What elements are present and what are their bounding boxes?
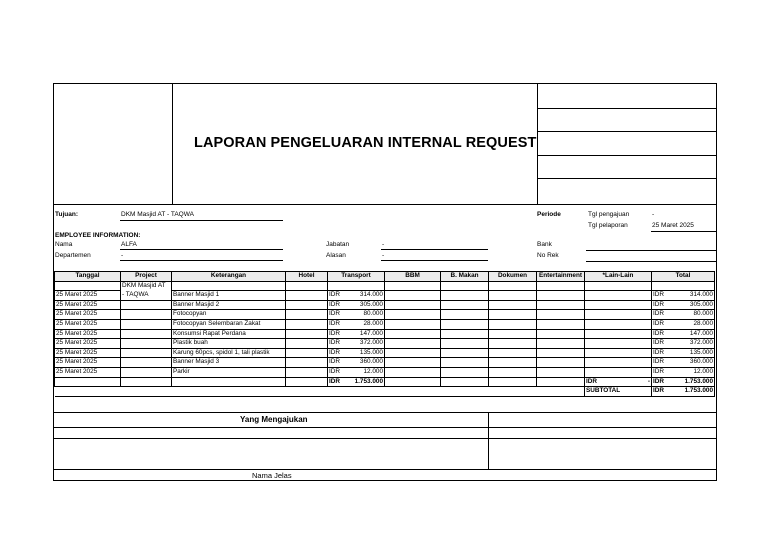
col-header: Project — [121, 272, 172, 282]
tujuan-underline — [120, 220, 283, 221]
empty-cell — [441, 339, 489, 349]
total-cell — [652, 329, 715, 339]
nama-underline — [120, 249, 283, 250]
jabatan-label: Jabatan — [326, 241, 350, 248]
empty-cell — [55, 387, 585, 397]
empty-cell — [585, 339, 652, 349]
nama-value: ALFA — [121, 241, 137, 248]
currency-label: IDR — [329, 329, 341, 337]
total-amount: 147.000 — [689, 329, 713, 337]
table-row — [55, 348, 715, 358]
currency-label: IDR — [329, 339, 341, 347]
currency-label: IDR — [653, 339, 665, 347]
tujuan-label: Tujuan: — [55, 211, 78, 218]
empty-cell — [489, 310, 537, 320]
transport-cell — [328, 329, 385, 339]
departemen-underline — [120, 260, 283, 261]
total-amount: 80.000 — [693, 310, 713, 318]
tgl-pelaporan-value: 25 Maret 2025 — [652, 222, 694, 229]
empty-cell — [489, 348, 537, 358]
currency-label: IDR — [329, 310, 341, 318]
sum-lain-amount: - — [647, 377, 650, 385]
departemen-label: Departemen — [55, 252, 91, 259]
transport-amount: 135.000 — [359, 348, 383, 356]
total-cell — [652, 319, 715, 329]
total-amount: 305.000 — [689, 300, 713, 308]
tanggal-cell: 25 Maret 2025 — [55, 319, 121, 329]
table-row — [55, 358, 715, 368]
header-right-line-2 — [537, 131, 716, 132]
keterangan-cell: Banner Masjid 2 — [172, 300, 286, 310]
empty-cell — [172, 377, 286, 387]
subtotal-amount: 1.753.000 — [684, 387, 713, 395]
tgl-pengajuan-value: - — [652, 211, 655, 218]
empty-cell — [537, 291, 585, 301]
norek-underline — [586, 261, 716, 262]
transport-cell — [328, 358, 385, 368]
project-cell — [121, 329, 172, 339]
header-right-line-3 — [537, 155, 716, 156]
empty-cell — [489, 300, 537, 310]
empty-cell — [537, 367, 585, 377]
tanggal-cell: 25 Maret 2025 — [55, 348, 121, 358]
nama-label: Nama — [55, 241, 73, 248]
currency-label: IDR — [653, 358, 665, 366]
empty-cell — [385, 310, 441, 320]
project-cell-top: DKM Masjid AT — [121, 281, 172, 291]
empty-cell — [441, 367, 489, 377]
col-header: BBM — [385, 272, 441, 282]
empty-cell — [585, 300, 652, 310]
total-cell — [652, 348, 715, 358]
empty-cell — [385, 291, 441, 301]
col-header: Entertainment — [537, 272, 585, 282]
alasan-value: - — [382, 252, 385, 259]
alasan-underline — [381, 260, 488, 261]
empty-cell — [441, 300, 489, 310]
currency-label: IDR — [653, 348, 665, 356]
empty-cell — [585, 291, 652, 301]
project-cell — [121, 367, 172, 377]
transport-cell — [328, 300, 385, 310]
empty-cell — [55, 377, 121, 387]
transport-cell — [328, 339, 385, 349]
currency-label: IDR — [653, 310, 665, 318]
total-amount: 360.000 — [689, 358, 713, 366]
project-cell — [121, 310, 172, 320]
empty-cell — [441, 348, 489, 358]
signature-line-2 — [54, 427, 716, 428]
empty-cell — [385, 319, 441, 329]
keterangan-cell: Banner Masjid 3 — [172, 358, 286, 368]
empty-cell — [537, 339, 585, 349]
empty-cell — [121, 377, 172, 387]
header-right-line-4 — [537, 178, 716, 179]
empty-cell — [537, 377, 585, 387]
currency-label: IDR — [329, 300, 341, 308]
tanggal-cell: 25 Maret 2025 — [55, 300, 121, 310]
hotel-cell — [286, 300, 328, 310]
subtotal-row — [55, 387, 715, 397]
project-cell — [121, 319, 172, 329]
total-amount: 12.000 — [693, 367, 713, 375]
header-divider-left — [172, 84, 173, 204]
hotel-cell — [286, 339, 328, 349]
sum-transport-amount: 1.753.000 — [354, 377, 383, 385]
empty-cell — [537, 348, 585, 358]
col-header: *Lain-Lain — [585, 272, 652, 282]
header-right-line-1 — [537, 108, 716, 109]
tanggal-cell: 25 Maret 2025 — [55, 291, 121, 301]
subtotal-label: SUBTOTAL — [585, 387, 652, 397]
empty-cell — [585, 358, 652, 368]
empty-cell — [385, 367, 441, 377]
transport-amount: 12.000 — [363, 367, 383, 375]
sum-transport-cell — [328, 377, 385, 387]
transport-cell — [328, 367, 385, 377]
tgl-pelaporan-underline — [651, 231, 716, 232]
total-cell — [652, 300, 715, 310]
keterangan-cell: Konsumsi Rapat Perdana — [172, 329, 286, 339]
empty-cell — [441, 329, 489, 339]
empty-cell — [385, 358, 441, 368]
empty-cell — [385, 300, 441, 310]
empty-cell — [537, 300, 585, 310]
currency-label: IDR — [329, 291, 341, 299]
total-amount: 135.000 — [689, 348, 713, 356]
sum-total-cell — [652, 377, 715, 387]
header-bottom-line — [54, 204, 716, 205]
keterangan-cell: Plastik buah — [172, 339, 286, 349]
col-header: Tanggal — [55, 272, 121, 282]
total-amount: 372.000 — [689, 339, 713, 347]
transport-amount: 372.000 — [359, 339, 383, 347]
col-header: Keterangan — [172, 272, 286, 282]
signature-top-line — [54, 412, 716, 413]
keterangan-cell: Karung 60pcs, spidol 1, tali plastik — [172, 348, 286, 358]
currency-label: IDR — [653, 367, 665, 375]
empty-cell — [489, 367, 537, 377]
tgl-pengajuan-label: Tgl pengajuan — [588, 211, 630, 218]
empty-cell — [441, 310, 489, 320]
hotel-cell — [286, 310, 328, 320]
currency-label: IDR — [653, 329, 665, 337]
hotel-cell — [286, 319, 328, 329]
transport-cell — [328, 348, 385, 358]
empty-cell — [385, 329, 441, 339]
table-row — [55, 291, 715, 301]
transport-cell — [328, 319, 385, 329]
empty-cell — [489, 377, 537, 387]
empty-cell — [385, 348, 441, 358]
empty-cell — [489, 329, 537, 339]
table-row — [55, 319, 715, 329]
col-header: Hotel — [286, 272, 328, 282]
tanggal-cell: 25 Maret 2025 — [55, 339, 121, 349]
yang-mengajukan-label: Yang Mengajukan — [240, 415, 308, 424]
col-header: Total — [652, 272, 715, 282]
empty-cell — [489, 291, 537, 301]
tanggal-cell: 25 Maret 2025 — [55, 310, 121, 320]
col-header: B. Makan — [441, 272, 489, 282]
total-amount: 28.000 — [693, 319, 713, 327]
header-divider-right — [537, 84, 538, 204]
bank-label: Bank — [537, 241, 552, 248]
alasan-label: Alasan — [326, 252, 346, 259]
keterangan-cell: Banner Masjid 1 — [172, 291, 286, 301]
project-cell — [121, 339, 172, 349]
transport-amount: 80.000 — [363, 310, 383, 318]
currency-label: IDR — [653, 387, 665, 395]
jabatan-underline — [381, 249, 488, 250]
total-cell — [652, 367, 715, 377]
transport-amount: 147.000 — [359, 329, 383, 337]
keterangan-cell: Fotocopyan Selembaran Zakat — [172, 319, 286, 329]
hotel-cell — [286, 329, 328, 339]
transport-cell — [328, 310, 385, 320]
transport-amount: 314.000 — [359, 291, 383, 299]
currency-label: IDR — [653, 319, 665, 327]
report-sheet — [53, 83, 717, 481]
currency-label: IDR — [329, 358, 341, 366]
project-cell — [121, 348, 172, 358]
tanggal-cell: 25 Maret 2025 — [55, 329, 121, 339]
currency-label: IDR — [653, 377, 665, 385]
hotel-cell — [286, 367, 328, 377]
currency-label: IDR — [329, 348, 341, 356]
empty-cell — [585, 319, 652, 329]
norek-label: No Rek — [537, 252, 559, 259]
empty-cell — [441, 358, 489, 368]
bank-underline — [586, 250, 716, 251]
empty-cell — [286, 377, 328, 387]
tanggal-cell: 25 Maret 2025 — [55, 358, 121, 368]
empty-cell — [441, 377, 489, 387]
currency-label: IDR — [653, 300, 665, 308]
total-cell — [652, 358, 715, 368]
col-header: Dokumen — [489, 272, 537, 282]
project-cell: - TAQWA — [121, 291, 172, 301]
jabatan-value: - — [382, 241, 385, 248]
signature-divider — [488, 412, 489, 470]
table-row — [55, 310, 715, 320]
tgl-pelaporan-label: Tgl pelaporan — [588, 222, 628, 229]
hotel-cell — [286, 358, 328, 368]
sum-lain-cell — [585, 377, 652, 387]
col-header: Transport — [328, 272, 385, 282]
project-cell — [121, 300, 172, 310]
empty-cell — [489, 358, 537, 368]
transport-amount: 28.000 — [363, 319, 383, 327]
empty-cell — [585, 329, 652, 339]
tujuan-value: DKM Masjid AT - TAQWA — [121, 211, 194, 218]
total-cell — [652, 339, 715, 349]
currency-label: IDR — [329, 367, 341, 375]
subtotal-cell — [652, 387, 715, 397]
transport-amount: 360.000 — [359, 358, 383, 366]
currency-label: IDR — [653, 291, 665, 299]
project-cell — [121, 358, 172, 368]
table-row — [55, 300, 715, 310]
total-amount: 314.000 — [689, 291, 713, 299]
transport-amount: 305.000 — [359, 300, 383, 308]
table-row — [55, 339, 715, 349]
empty-cell — [385, 377, 441, 387]
total-cell — [652, 310, 715, 320]
employee-info-heading: EMPLOYEE INFORMATION: — [55, 232, 141, 239]
empty-cell — [537, 329, 585, 339]
hotel-cell — [286, 291, 328, 301]
empty-cell — [537, 358, 585, 368]
currency-label: IDR — [586, 377, 598, 385]
expense-table — [54, 271, 715, 397]
empty-cell — [537, 319, 585, 329]
table-row — [55, 329, 715, 339]
empty-cell — [489, 339, 537, 349]
tanggal-cell: 25 Maret 2025 — [55, 367, 121, 377]
currency-label: IDR — [329, 319, 341, 327]
signature-line-3 — [54, 438, 716, 439]
sum-total-amount: 1.753.000 — [684, 377, 713, 385]
empty-cell — [585, 367, 652, 377]
signature-line-4 — [54, 469, 716, 470]
empty-cell — [385, 339, 441, 349]
transport-cell — [328, 291, 385, 301]
total-cell — [652, 291, 715, 301]
empty-cell — [489, 319, 537, 329]
empty-cell — [441, 291, 489, 301]
periode-label: Periode — [537, 211, 561, 218]
keterangan-cell: Fotocopyan — [172, 310, 286, 320]
currency-label: IDR — [329, 377, 341, 385]
departemen-value: - — [121, 252, 124, 259]
sum-row — [55, 377, 715, 387]
empty-cell — [537, 310, 585, 320]
empty-cell — [585, 310, 652, 320]
table-header-row — [55, 272, 715, 282]
hotel-cell — [286, 348, 328, 358]
keterangan-cell: Parkir — [172, 367, 286, 377]
empty-cell — [441, 319, 489, 329]
table-row — [55, 367, 715, 377]
report-title: LAPORAN PENGELUARAN INTERNAL REQUEST — [194, 135, 537, 151]
empty-cell — [585, 348, 652, 358]
nama-jelas-label: Nama Jelas — [252, 471, 292, 480]
table-row-project-line — [55, 281, 715, 291]
